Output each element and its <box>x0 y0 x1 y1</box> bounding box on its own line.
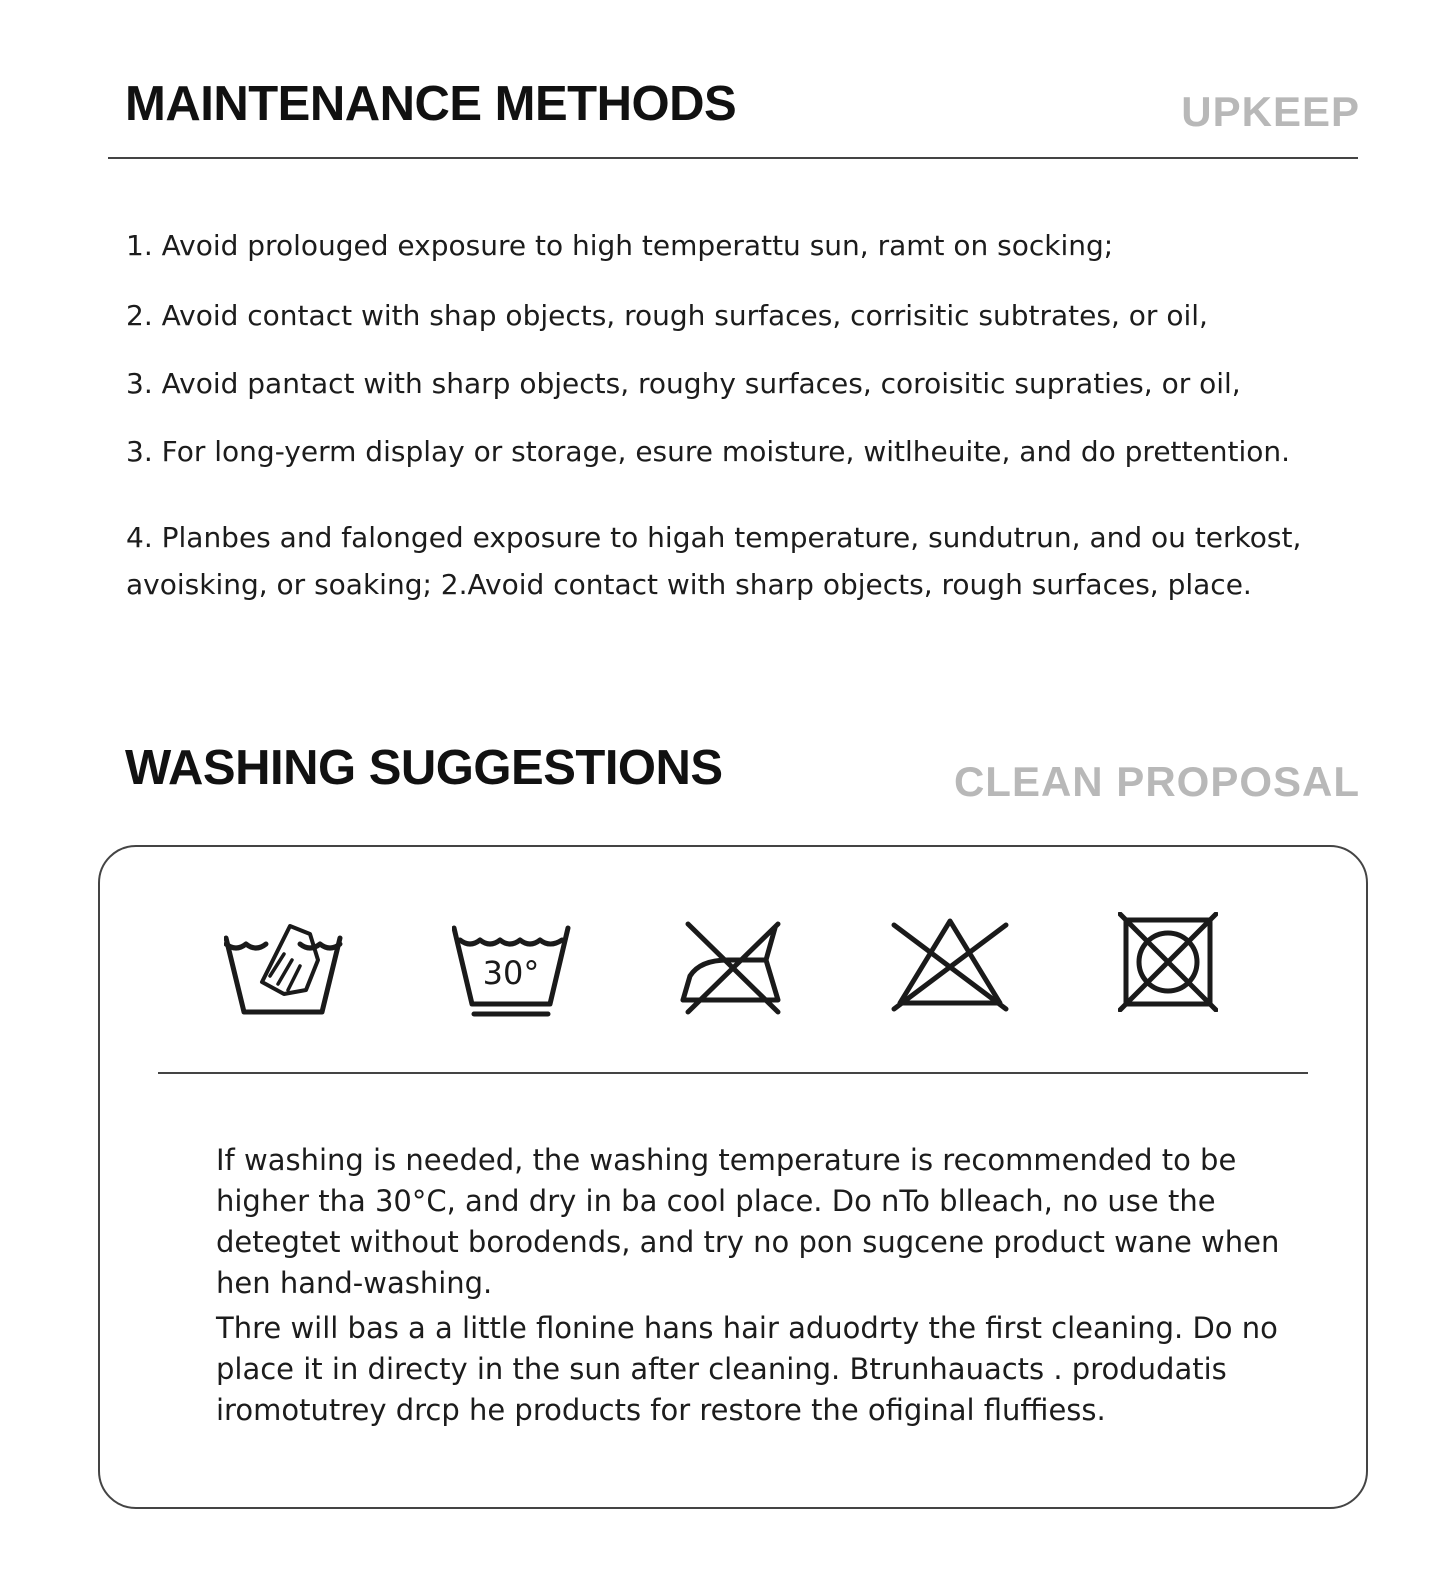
list-item: 4. Planbes and falonged exposure to higah temperature, sundutrun, and ou terkost, avoisking, or soaking; 2.Avoid contact with sharp objects, rough surfaces, place. <box>126 521 1302 601</box>
list-item: 3. Avoid pantact with sharp objects, roughy surfaces, coroisitic supraties, or oil, <box>126 367 1241 400</box>
maintenance-title: MAINTENANCE METHODS <box>125 77 737 131</box>
do-not-bleach-icon <box>890 915 1010 1019</box>
maintenance-subtitle: UPKEEP <box>1181 88 1360 135</box>
wash-30-icon <box>452 920 572 1024</box>
washing-paragraph-2: Thre will bas a a little flonine hans hair aduodrty the first cleaning. Do no place it in directy in the sun after cleaning. Btrunhauacts . produdatis iromotutrey drcp he products for restore the ofiginal fluffiess. <box>216 1311 1278 1427</box>
list-item: 1. Avoid prolouged exposure to high temperattu sun, ramt on socking; <box>126 229 1114 262</box>
wash-temperature-label: 30° <box>482 954 540 992</box>
do-not-iron-icon <box>680 918 790 1022</box>
maintenance-divider <box>108 157 1358 159</box>
washing-paragraph-1: If washing is needed, the washing temperature is recommended to be higher tha 30°C, and dry in ba cool place. Do nTo blleach, no use the detegtet without borodends, and try no pon sugcene product wane when hen hand-washing. <box>216 1143 1280 1300</box>
washing-title: WASHING SUGGESTIONS <box>125 741 723 795</box>
hand-wash-icon <box>224 920 344 1024</box>
symbols-divider <box>158 1072 1308 1074</box>
list-item: 3. For long-yerm display or storage, esure moisture, witlheuite, and do prettention. <box>126 435 1291 468</box>
do-not-tumble-dry-icon <box>1118 912 1218 1016</box>
washing-header <box>110 740 1360 810</box>
washing-subtitle: CLEAN PROPOSAL <box>953 758 1360 805</box>
maintenance-header <box>110 70 1360 140</box>
washing-description <box>216 1140 1296 1431</box>
list-item: 2. Avoid contact with shap objects, rough surfaces, corrisitic subtrates, or oil, <box>126 299 1208 332</box>
